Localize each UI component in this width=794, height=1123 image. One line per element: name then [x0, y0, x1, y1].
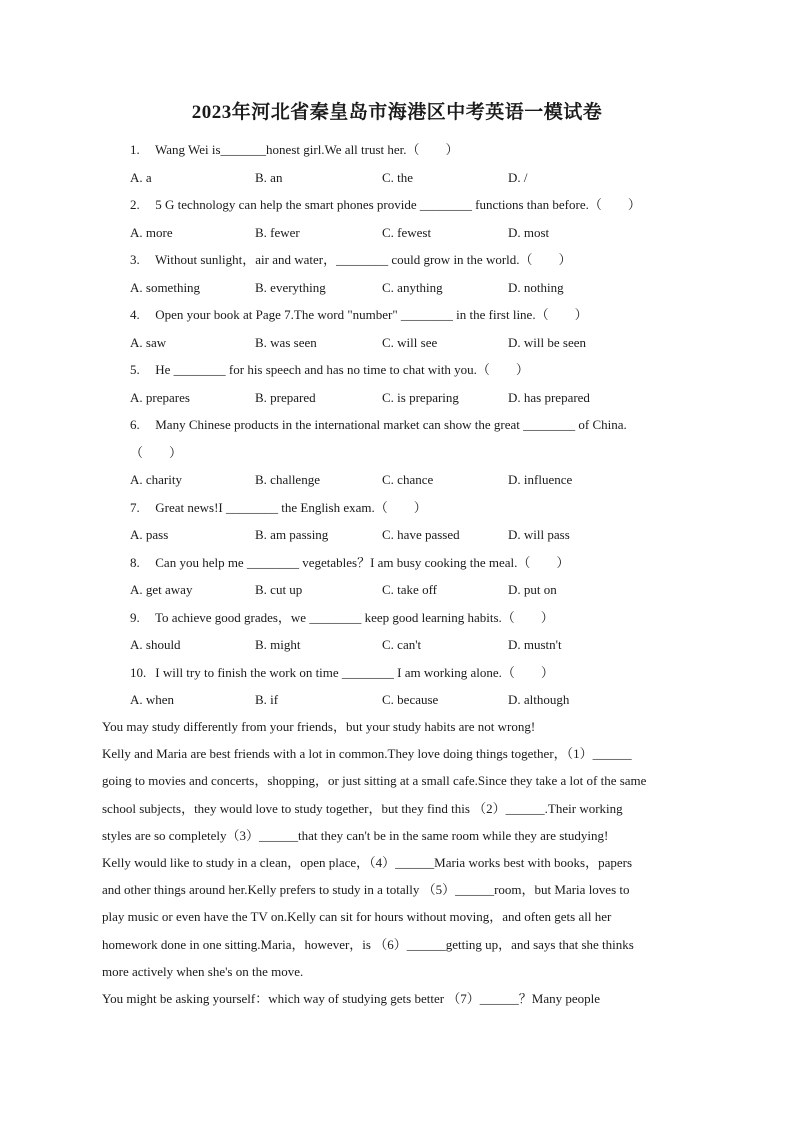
- passage-line: Kelly would like to study in a clean，open place，（4）______Maria works best with books，papers: [102, 854, 633, 870]
- option-d: D. put on: [508, 582, 557, 597]
- option-b: B. challenge: [255, 472, 320, 487]
- question-number: 3.: [130, 252, 140, 267]
- option-c: C. is preparing: [382, 389, 459, 405]
- option-a: A. when: [130, 692, 175, 707]
- question-number: 2.: [130, 197, 140, 212]
- question-6-continuation: （ ）: [130, 444, 183, 460]
- option-d: D. /: [508, 169, 528, 185]
- option-b: B. everything: [255, 279, 326, 295]
- question-8: [0, 549, 794, 577]
- option-a: A. charity: [130, 472, 182, 487]
- passage-line: play music or even have the TV on.Kelly can sit for hours without moving，and often gets all her: [102, 909, 612, 925]
- option-a: A. more: [130, 224, 173, 240]
- question-number: 1.: [130, 142, 140, 157]
- options-7: [0, 521, 794, 549]
- options-5: [0, 384, 794, 412]
- passage-line: going to movies and concerts，shopping，or just sitting at a small cafe.Since they take a lot of the same: [102, 773, 647, 789]
- option-d: D. most: [508, 224, 550, 240]
- question-text: To achieve good grades，we ________ keep good learning habits.（ ）: [155, 609, 554, 625]
- option-a: A. a: [130, 169, 152, 185]
- question-6: [0, 411, 794, 439]
- option-b: B. an: [255, 169, 283, 185]
- option-c: C. the: [382, 169, 414, 185]
- question-text: He ________ for his speech and has no time to chat with you.（ ）: [155, 362, 529, 377]
- question-number: 10.: [130, 664, 147, 680]
- option-c: C. anything: [382, 279, 443, 295]
- question-2: [0, 191, 794, 219]
- option-a: A. should: [130, 637, 181, 652]
- question-4: [0, 301, 794, 329]
- page-title: 2023年河北省秦皇岛市海港区中考英语一模试卷: [191, 102, 603, 123]
- options-2: [0, 219, 794, 247]
- question-10: [0, 659, 794, 687]
- option-d: D. although: [508, 692, 570, 707]
- option-b: B. fewer: [255, 224, 300, 240]
- question-text: Many Chinese products in the international market can show the great ________ of China.: [155, 417, 627, 432]
- option-c: C. chance: [382, 472, 434, 487]
- question-number: 6.: [130, 417, 140, 432]
- question-text: Great news!I ________ the English exam.（ ）: [155, 499, 427, 515]
- options-1: [0, 164, 794, 192]
- options-9: [0, 631, 794, 659]
- option-a: A. prepares: [130, 389, 190, 405]
- passage-line: homework done in one sitting.Maria，however，is （6）______getting up，and says that she thinks: [102, 936, 634, 952]
- option-c: C. take off: [382, 582, 437, 597]
- option-d: D. nothing: [508, 279, 564, 295]
- cloze-passage: [102, 713, 702, 1012]
- option-c: C. will see: [382, 334, 438, 350]
- question-text: Open your book at Page 7.The word "number" ________ in the first line.（ ）: [155, 307, 588, 322]
- question-text: I will try to finish the work on time ________ I am working alone.（ ）: [155, 664, 554, 680]
- passage-line: You may study differently from your friends，but your study habits are not wrong!: [102, 719, 536, 734]
- option-b: B. am passing: [255, 527, 329, 542]
- question-1: [0, 136, 794, 164]
- options-6: [0, 466, 794, 494]
- passage-line: You might be asking yourself：which way of studying gets better （7）______？Many people: [102, 990, 601, 1006]
- question-7: [0, 494, 794, 522]
- option-b: B. if: [255, 692, 279, 707]
- question-text: Can you help me ________ vegetables？I am busy cooking the meal.（ ）: [155, 554, 570, 570]
- options-10: [0, 686, 794, 714]
- option-c: C. because: [382, 692, 439, 707]
- question-text: 5 G technology can help the smart phones provide ________ functions than before.（ ）: [155, 197, 641, 212]
- question-9: [0, 604, 794, 632]
- option-d: D. influence: [508, 472, 573, 487]
- option-b: B. cut up: [255, 582, 303, 597]
- option-a: A. get away: [130, 582, 193, 597]
- question-list: [0, 136, 794, 714]
- option-d: D. will be seen: [508, 334, 586, 350]
- question-number: 9.: [130, 609, 140, 625]
- question-number: 7.: [130, 499, 140, 515]
- option-c: C. fewest: [382, 224, 432, 240]
- options-3: [0, 274, 794, 302]
- option-a: A. pass: [130, 527, 169, 542]
- option-b: B. might: [255, 637, 301, 652]
- option-b: B. prepared: [255, 389, 316, 405]
- question-number: 4.: [130, 307, 140, 322]
- option-c: C. can't: [382, 637, 422, 652]
- passage-line: school subjects，they would love to study together，but they find this （2）______.Their working: [102, 800, 623, 816]
- option-d: D. will pass: [508, 527, 570, 542]
- question-text: Wang Wei is_______honest girl.We all trust her.（ ）: [155, 142, 459, 157]
- passage-line: styles are so completely（3）______that they can't be in the same room while they are studying!: [102, 827, 609, 843]
- question-3: [0, 246, 794, 274]
- option-a: A. saw: [130, 334, 167, 350]
- question-number: 5.: [130, 362, 140, 377]
- option-d: D. has prepared: [508, 389, 590, 405]
- options-8: [0, 576, 794, 604]
- option-d: D. mustn't: [508, 637, 562, 652]
- question-text: Without sunlight，air and water，________ could grow in the world.（ ）: [155, 252, 572, 267]
- option-a: A. something: [130, 279, 201, 295]
- options-4: [0, 329, 794, 357]
- passage-line: more actively when she's on the move.: [102, 963, 304, 979]
- passage-line: Kelly and Maria are best friends with a lot in common.They love doing things together，（1）______: [102, 746, 632, 762]
- question-5: [0, 356, 794, 384]
- question-number: 8.: [130, 554, 140, 570]
- passage-line: and other things around her.Kelly prefers to study in a totally （5）______room，but Maria loves to: [102, 882, 630, 898]
- option-b: B. was seen: [255, 334, 317, 350]
- option-c: C. have passed: [382, 527, 460, 542]
